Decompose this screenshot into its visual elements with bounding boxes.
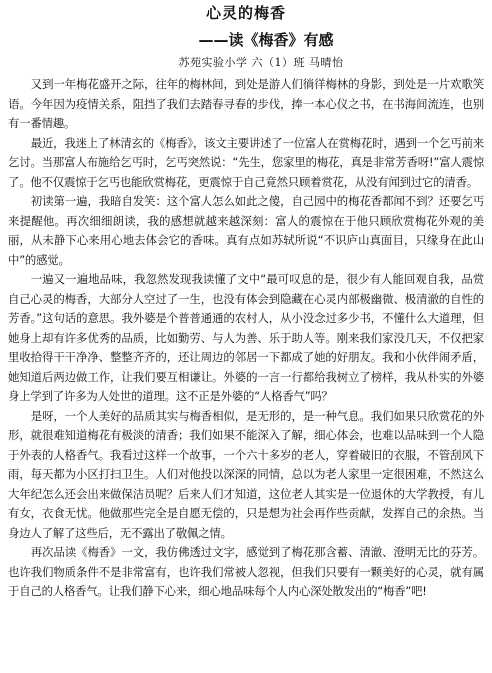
paragraph-3: 初读第一遍，我暗自发笑：这个富人怎么如此之傻，自己园中的梅花香都闻不到？还要乞丐来提醒他。再次细细朗读，我的感想就越来越深刻：富人的震惊在于他只顾欣赏梅花外观的美丽，从未静下心来用心地去体会它的香味。真有点如苏轼所说“不识庐山真面目，只缘身在此山中”的感觉。 — [8, 194, 484, 267]
paragraph-1: 又到一年梅花盛开之际，往年的梅林间，到处是游人们徜徉梅林的身影，到处是一片欢歌笑语。今年因为疫情关系，阻挡了我们去踏春寻春的步伐，捧一本心仪之书，在书海间流连，也别有一番情趣。 — [8, 77, 484, 130]
article-title: 心灵的梅香 — [205, 4, 286, 22]
paragraph-2: 最近，我迷上了林清玄的《梅香》，该文主要讲述了一位富人在赏梅花时，遇到一个乞丐前来乞讨。当那富人布施给乞丐时，乞丐突然说：“先生，您家里的梅花，真是非常芳香呀!”富人震惊了。他不仅震惊于乞丐也能欣赏梅花，更震惊于自己竟然只顾着赏花，从没有闻到过它的清香。 — [8, 135, 484, 189]
paragraph-4: 一遍又一遍地品味，我忽然发现我读懂了文中“最可叹息的是，很少有人能回观自我，品赏自己心灵的梅香，大部分人空过了一生，也没有体会到隐藏在心灵内部极幽微、极清澈的自性的芳香。”这句话的意思。我外婆是个普普通通的农村人，从小没念过多少书，不懂什么大道理，但她身上却有许多优秀的品质，比如勤劳、与人为善、乐于助人等。刚来我们家没几天，不仅把家里收拾得干干净净、整整齐齐的，还让周边的邻居一下都成了她的好朋友。我和小伙伴闹矛盾，她知道后两边做工作，让我们要互相谦让。外婆的一言一行都给我树立了榜样，我从朴实的外婆身上学到了许多为人处世的道理。这不正是外婆的“人格香气”吗？ — [8, 272, 484, 403]
article-body — [8, 75, 484, 602]
author-line: 苏苑实验小学 六（1）班 马晴怡 — [178, 56, 344, 69]
paragraph-6: 再次品读《梅香》一文，我仿佛透过文字，感觉到了梅花那含蓄、清澈、澄明无比的芬芳。也许我们物质条件不是非常富有，也许我们常被人忽视，但我们只要有一颗美好的心灵，就有属于自己的人格香气。让我们静下心来，细心地品味每个人内心深处散发出的“梅香”吧! — [8, 545, 484, 598]
article-subtitle: ——读《梅香》有感 — [198, 31, 334, 49]
paragraph-5: 是呀，一个人美好的品质其实与梅香相似，是无形的，是一种气息。我们如果只欣赏花的外形，就很难知道梅花有极淡的清香；我们如果不能深入了解，细心体会，也难以品味到一个人隐于外表的人格香气。我看过这样一个故事，一个六十多岁的老人，穿着破旧的衣服，不管刮风下雨，每天都为小区打扫卫生。人们对他投以深深的同情，总以为老人家里一定很困难，不然这么大年纪怎么还会出来做保洁员呢？后来人们才知道，这位老人其实是一位退休的大学教授，有儿有女，衣食无忧。他做那些完全是自愿无偿的，只是想为社会再作些贡献，发挥自己的余热。当身边人了解了这些后，无不露出了敬佩之情。 — [8, 408, 484, 540]
